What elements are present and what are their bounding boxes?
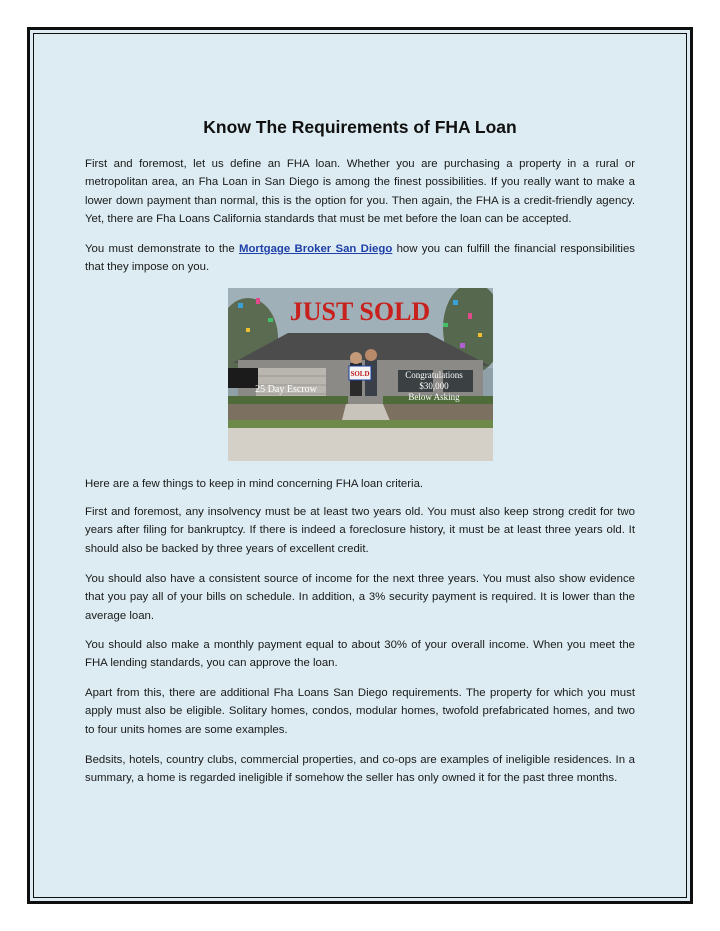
sold-sign-text: SOLD: [350, 370, 370, 378]
just-sold-banner: JUST SOLD: [289, 297, 431, 326]
broker-text-after: how you can fulfill the financial responsibilities that they impose on you.: [85, 243, 635, 274]
paragraph-monthly-payment: You should also make a monthly payment equal to about 30% of your overall income. When you meet the FHA lending standards, you can approve the loan.: [85, 639, 635, 670]
paragraph-ineligible-property: Bedsits, hotels, country clubs, commercial properties, and co-ops are examples of ineligible residences. In a summary, a home is regarded ineligible if somehow the seller has only owned it for the past three months.: [85, 754, 635, 785]
paragraph-income: You should also have a consistent source of income for the next three years. You must also show evidence that you pay all of your bills on schedule. In addition, a 3% security payment is required. It is lower than the average loan.: [85, 573, 635, 622]
escrow-text: 25 Day Escrow: [255, 384, 317, 395]
paragraph-eligible-property: Apart from this, there are additional Fha Loans San Diego requirements. The property for which you must apply must also be eligible. Solitary homes, condos, modular homes, twofold prefabricated homes, and two to four units homes are some examples.: [85, 687, 635, 736]
just-sold-photo: [228, 288, 493, 461]
broker-paragraph: [85, 240, 635, 277]
paragraph-criteria-intro: Here are a few things to keep in mind concerning FHA loan criteria.: [85, 478, 424, 490]
congrats-line-1: Congratulations: [405, 370, 463, 380]
mortgage-broker-link[interactable]: Mortgage Broker San Diego: [238, 243, 393, 255]
congrats-line-3: Below Asking: [408, 392, 460, 402]
intro-paragraph: First and foremost, let us define an FHA loan. Whether you are purchasing a property in a rural or metropolitan area, an Fha Loan in San Diego is among the finest possibilities. If you really want to make a lower down payment than normal, this is the option for you. Then again, the FHA is a credit-friendly agency. Yet, there are Fha Loans California standards that must be met before the loan can be accepted.: [85, 158, 635, 226]
document-title: Know The Requirements of FHA Loan: [203, 117, 517, 137]
paragraph-insolvency: First and foremost, any insolvency must be at least two years old. You must also keep strong credit for two years after filing for bankruptcy. If there is indeed a foreclosure history, it must be at least three years old. It should also be backed by three years of excellent credit.: [85, 506, 635, 555]
congrats-line-2: $30,000: [419, 381, 449, 391]
broker-text-before: You must demonstrate to the: [85, 243, 239, 255]
